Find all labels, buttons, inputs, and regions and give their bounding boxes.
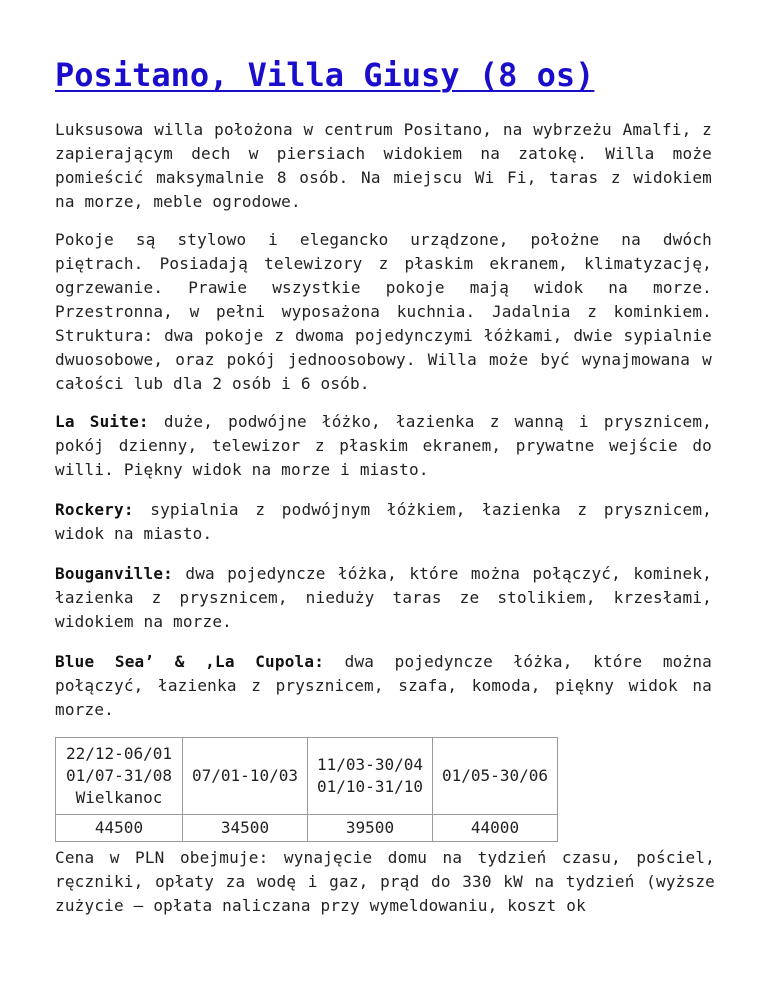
season-dates: 01/07-31/08 — [66, 766, 172, 785]
price-table-value-row — [56, 815, 558, 842]
season-dates: 11/03-30/04 — [317, 755, 423, 774]
price-cell: 44000 — [433, 815, 558, 842]
room-name: Blue Sea’ & ‚La Cupola: — [55, 652, 325, 671]
season-dates: Wielkanoc — [75, 788, 163, 807]
season-cell-1 — [56, 738, 183, 815]
page-title — [55, 55, 594, 95]
season-cell-3 — [308, 738, 433, 815]
rooms-paragraph: Pokoje są stylowo i elegancko urządzone, położne na dwóch piętrach. Posiadają telewizory z płaskim ekranem, klimatyzację, ogrzewanie. Prawie wszystkie pokoje mają widok na morze. Przestronna, w pełni wyposażona kuchnia. Jadalnia z kominkiem. Struktura: dwa pokoje z dwoma pojedynczymi łóżkami, dwie sypialnie dwuosobowe, oraz pokój jednoosobowy. Willa może być wynajmowana w całości lub dla 2 osób i 6 osób. — [55, 230, 712, 393]
season-dates: 07/01-10/03 — [192, 766, 298, 785]
room-name: La Suite: — [55, 412, 149, 431]
season-dates: 22/12-06/01 — [66, 744, 172, 763]
season-dates: 01/10-31/10 — [317, 777, 423, 796]
price-cell: 44500 — [56, 815, 183, 842]
price-cell: 39500 — [308, 815, 433, 842]
room-description-blue-sea — [55, 650, 712, 722]
room-text: dwa pojedyncze łóżka, które można połączyć, łazienka z prysznicem, szafa, komoda, piękny widok na morze. — [55, 652, 712, 719]
title-link[interactable]: Positano, Villa Giusy (8 os) — [55, 56, 595, 94]
season-cell-2 — [183, 738, 308, 815]
room-text: sypialnia z podwójnym łóżkiem, łazienka z prysznicem, widok na miasto. — [55, 500, 712, 543]
season-dates: 01/05-30/06 — [442, 766, 548, 785]
price-note-paragraph: Cena w PLN obejmuje: wynajęcie domu na tydzień czasu, pościel, ręczniki, opłaty za wodę i gaz, prąd do 330 kW na tydzień (wyższe zużycie – opłata naliczana przy wymeldowaniu, koszt ok — [55, 848, 715, 915]
room-name: Bouganville: — [55, 564, 173, 583]
price-cell: 34500 — [183, 815, 308, 842]
room-description-bouganville — [55, 562, 712, 634]
season-cell-4 — [433, 738, 558, 815]
intro-paragraph: Luksusowa willa położona w centrum Positano, na wybrzeżu Amalfi, z zapierającym dech w piersiach widokiem na zatokę. Willa może pomieścić maksymalnie 8 osób. Na miejscu Wi Fi, taras z widokiem na morze, meble ogrodowe. — [55, 120, 712, 211]
price-table — [55, 737, 558, 842]
room-description-la-suite — [55, 410, 712, 482]
room-text: dwa pojedyncze łóżka, które można połączyć, kominek, łazienka z prysznicem, nieduży taras ze stolikiem, krzesłami, widokiem na morze. — [55, 564, 712, 631]
price-table-header-row — [56, 738, 558, 815]
room-text: duże, podwójne łóżko, łazienka z wanną i prysznicem, pokój dzienny, telewizor z płaskim ekranem, prywatne wejście do willi. Piękny widok na morze i miasto. — [55, 412, 713, 479]
room-description-rockery — [55, 498, 712, 546]
room-name: Rockery: — [55, 500, 134, 519]
